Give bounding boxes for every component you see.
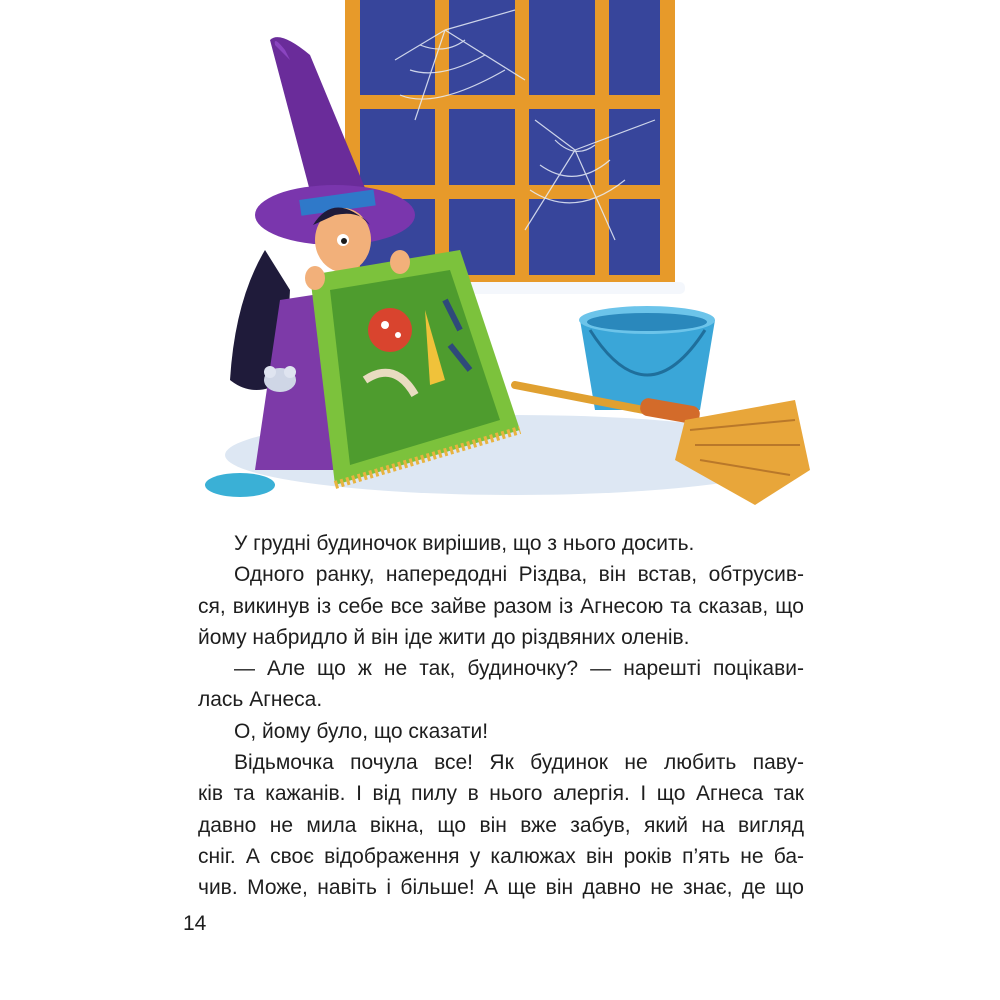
illustration-svg: [195, 0, 815, 510]
text-line: О, йому було, що сказати!: [234, 719, 489, 743]
text-line: — Але що ж не так, будиночку? — нарешті поцікави-: [234, 657, 804, 681]
text-line: ків та кажанів. І від пилу в нього алергія. І що Агнеса так: [198, 782, 804, 806]
bucket: [579, 306, 715, 410]
text-line: лась Агнеса.: [198, 688, 323, 712]
text-line: ся, викинув із себе все зайве разом із Агнесою та сказав, що: [198, 594, 804, 618]
text-line: У грудні будиночок вирішив, що з нього досить.: [234, 532, 695, 555]
text-line: давно не мила вікна, що він вже забув, який на вигляд: [198, 813, 804, 837]
text-line: Відьмочка почула все! Як будинок не любить паву-: [234, 751, 804, 775]
page-number: 14: [183, 912, 207, 935]
text-line: чив. Може, навіть і більше! А ще він давно не знає, де що: [198, 876, 804, 900]
mouse: [264, 366, 296, 392]
text-line: йому набридло й він іде жити до різдвяних оленів.: [198, 625, 690, 649]
witch-illustration: [195, 0, 815, 510]
text-line: сніг. А своє відображення у калюжах він років п’ять не ба-: [198, 844, 804, 868]
text-line: Одного ранку, напередодні Різдва, він встав, обтрусив-: [234, 563, 804, 587]
window: [345, 0, 685, 294]
story-text: [198, 528, 804, 904]
